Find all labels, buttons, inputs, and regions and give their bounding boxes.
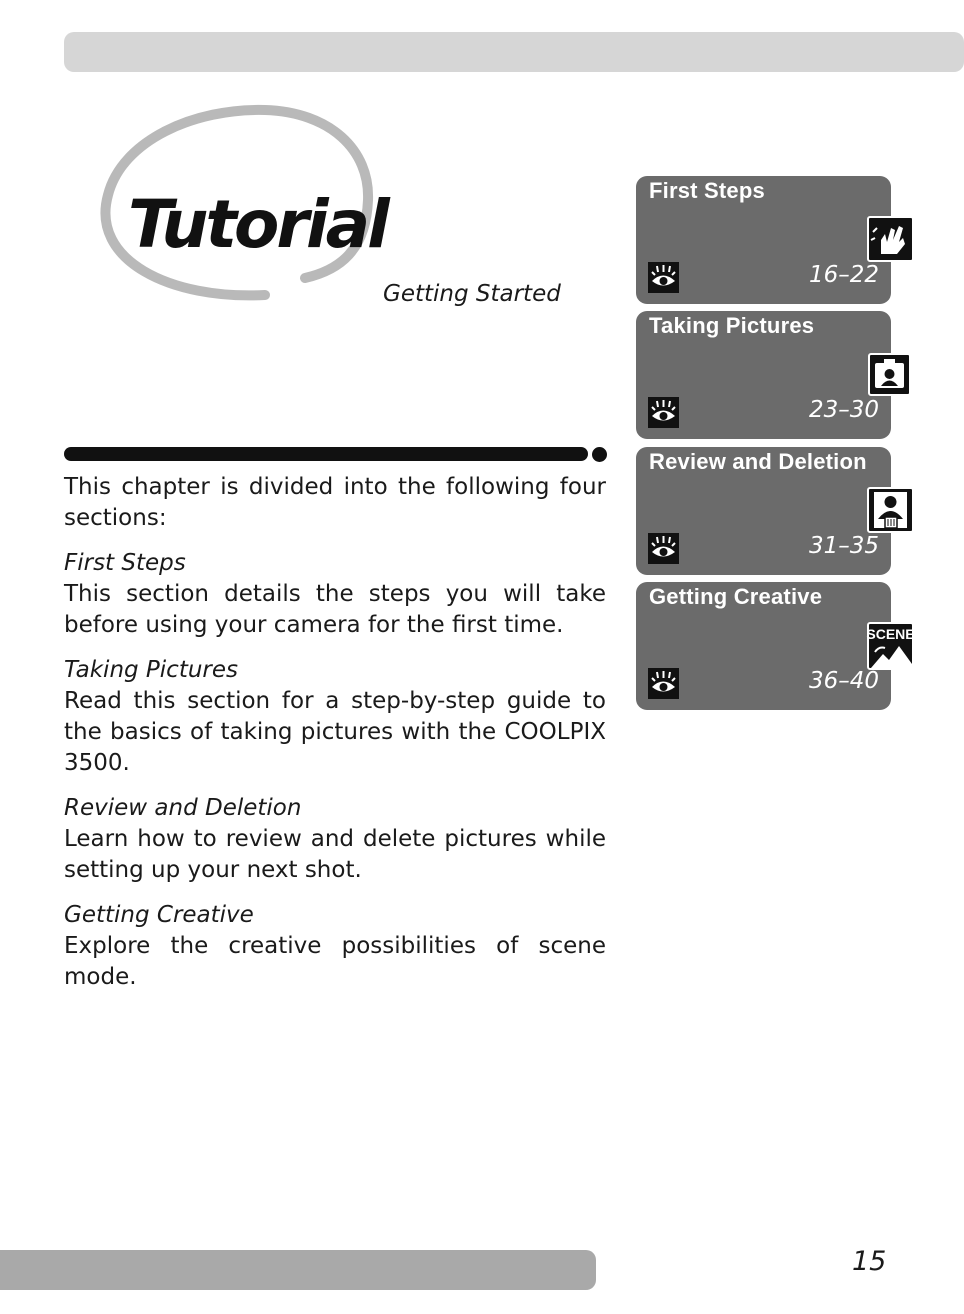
card-pages: 16–22 <box>808 262 879 288</box>
camera-portrait-icon <box>868 353 911 396</box>
scene-mode-icon <box>867 622 914 670</box>
section-text: Learn how to review and delete pictures while setting up your next shot. <box>64 826 606 883</box>
section-text: Read this section for a step-by-step guide to the basics of taking pictures with the COOLPIX 3500. <box>64 688 606 776</box>
chapter-title: Tutorial <box>128 186 387 263</box>
card-review-deletion[interactable] <box>636 447 891 575</box>
card-pages: 36–40 <box>808 668 879 694</box>
card-title: First Steps <box>649 178 765 203</box>
card-first-steps[interactable] <box>636 176 891 304</box>
section-title: Taking Pictures <box>64 657 239 683</box>
scene-icon-label: SCENE <box>866 626 915 642</box>
card-taking-pictures[interactable] <box>636 311 891 439</box>
card-title: Getting Creative <box>649 584 823 609</box>
section-title: Review and Deletion <box>64 795 302 821</box>
page-number: 15 <box>852 1246 887 1277</box>
chapter-subtitle: Getting Started <box>383 281 561 307</box>
section-review-deletion <box>64 793 606 886</box>
section-getting-creative <box>64 900 606 993</box>
header-band <box>64 32 964 72</box>
section-title: Getting Creative <box>64 902 254 928</box>
card-pages: 23–30 <box>808 397 879 423</box>
hand-wave-icon <box>867 216 914 262</box>
eye-icon <box>648 668 679 699</box>
intro-text: This chapter is divided into the following four sections: <box>64 474 606 531</box>
section-text: This section details the steps you will take before using your camera for the first time. <box>64 581 606 638</box>
chapter-overview <box>64 472 606 1007</box>
eye-icon <box>648 397 679 428</box>
section-rule <box>64 447 588 461</box>
footer-band <box>0 1250 596 1290</box>
card-title: Review and Deletion <box>649 449 867 474</box>
card-pages: 31–35 <box>808 533 879 559</box>
card-title: Taking Pictures <box>649 313 815 338</box>
section-text: Explore the creative possibilities of scene mode. <box>64 933 606 990</box>
portrait-trash-icon <box>867 487 914 533</box>
section-title: First Steps <box>64 550 186 576</box>
section-rule-dot <box>592 447 607 462</box>
eye-icon <box>648 262 679 293</box>
section-first-steps <box>64 548 606 641</box>
eye-icon <box>648 533 679 564</box>
card-getting-creative[interactable] <box>636 582 915 710</box>
section-taking-pictures <box>64 655 606 779</box>
